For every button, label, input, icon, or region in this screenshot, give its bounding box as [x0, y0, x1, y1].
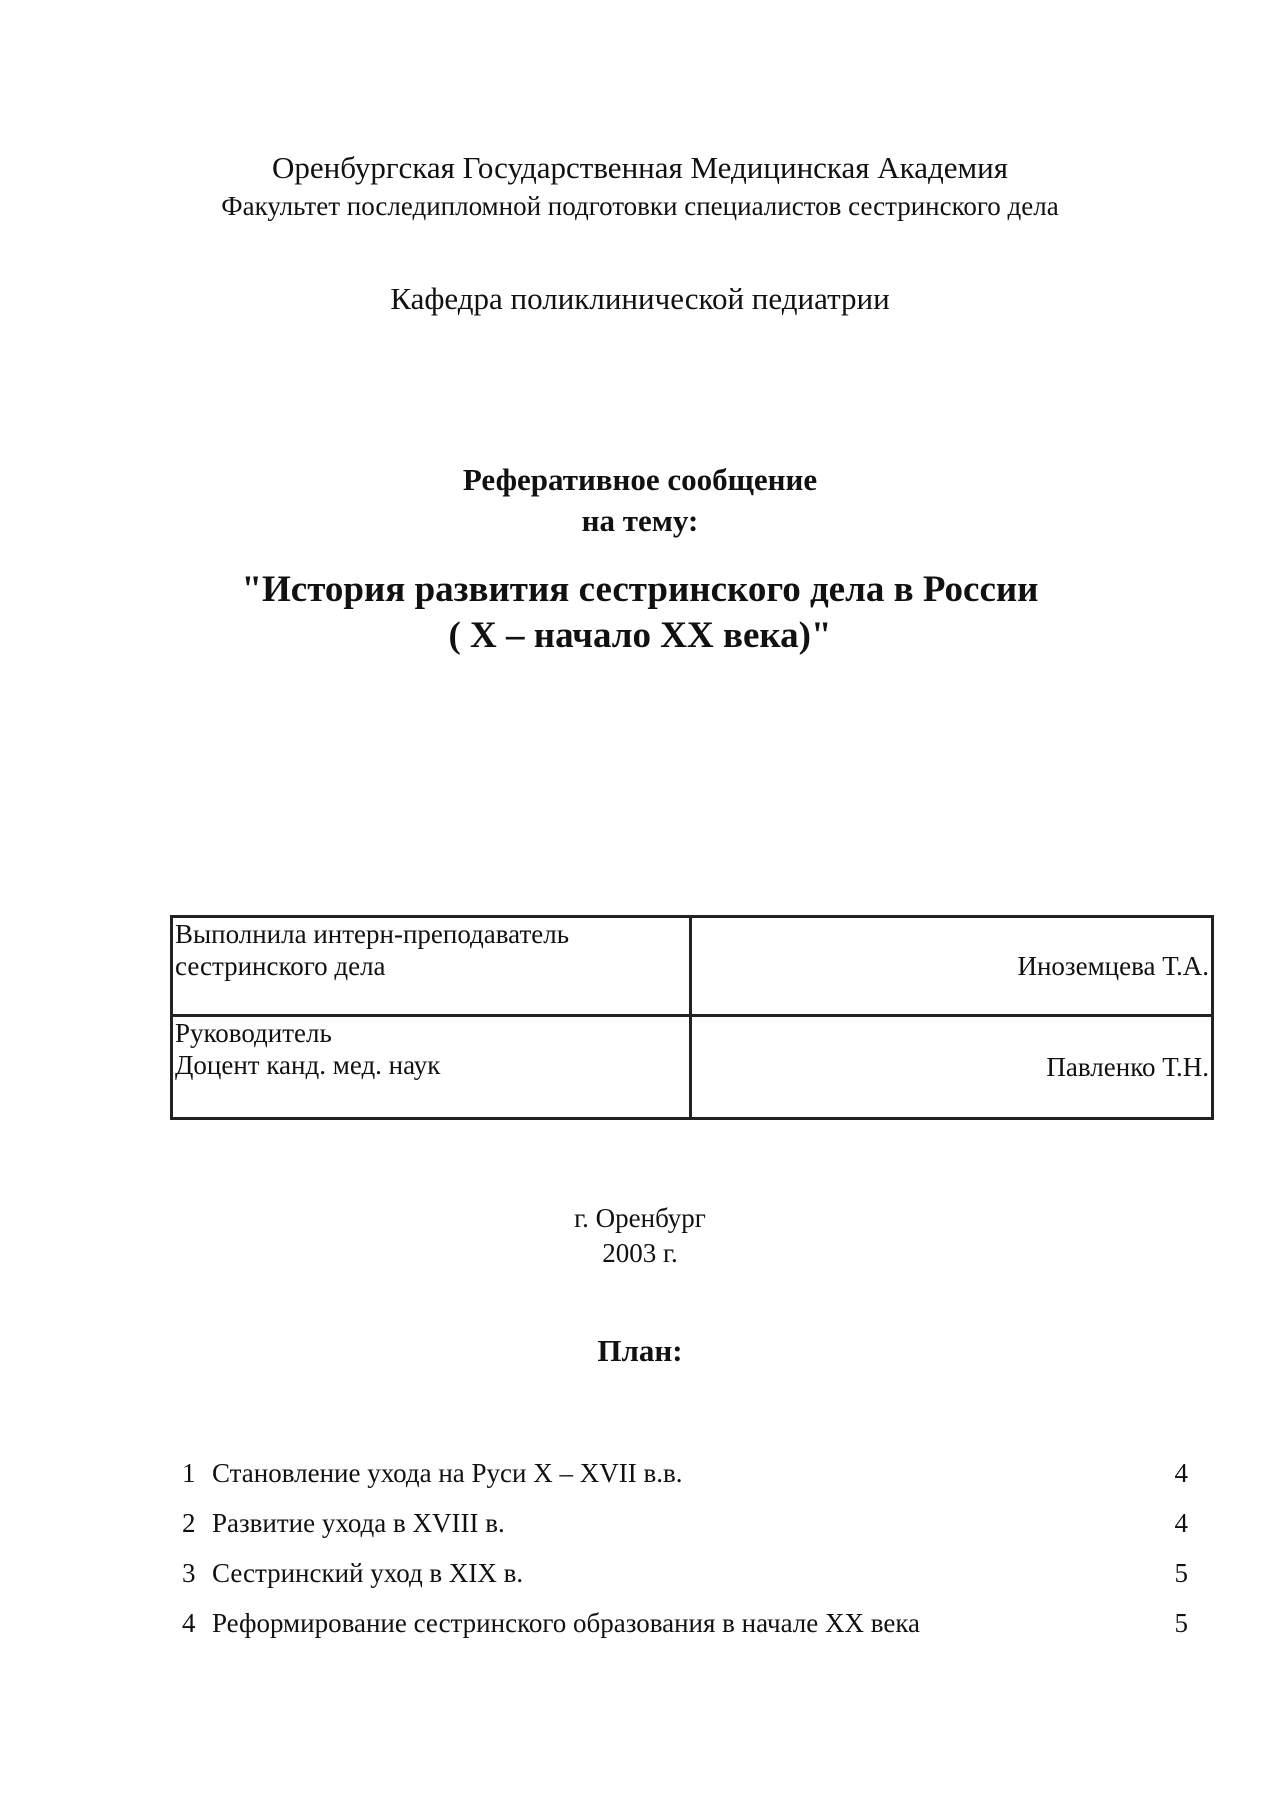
plan-item-text: Становление ухода на Руси X – XVII в.в. — [212, 1458, 683, 1488]
plan-item-number: 1 — [182, 1458, 196, 1488]
signer-row — [172, 1016, 1213, 1119]
plan-item — [178, 1505, 1202, 1555]
plan-list — [178, 1455, 1202, 1655]
plan-item — [178, 1555, 1202, 1605]
report-label: Реферативное сообщение — [462, 462, 818, 497]
plan-item — [178, 1455, 1202, 1505]
signers-table — [170, 915, 1214, 1120]
plan-item-page: 5 — [1174, 1608, 1188, 1638]
year: 2003 г. — [602, 1238, 678, 1268]
plan-item-number: 2 — [182, 1508, 196, 1538]
department-name: Кафедра поликлинической педиатрии — [390, 281, 890, 316]
signer-role-cell — [172, 1016, 691, 1119]
academy-name: Оренбургская Государственная Медицинская Академия — [271, 150, 1009, 185]
faculty-name: Факультет последипломной подготовки специалистов сестринского дела — [221, 191, 1059, 221]
signer-name: Павленко Т.Н. — [1046, 1052, 1209, 1082]
plan-item — [178, 1605, 1202, 1655]
report-label-subject: на тему: — [581, 503, 699, 538]
signer-name: Иноземцева Т.А. — [1017, 951, 1209, 981]
plan-title: План: — [597, 1333, 683, 1368]
report-topic-line-2: ( X – начало XX века)" — [448, 615, 832, 656]
city: г. Оренбург — [574, 1203, 706, 1233]
signer-role-line: Руководитель — [175, 1018, 332, 1048]
signer-role-line: Доцент канд. мед. наук — [175, 1050, 441, 1080]
signer-role-cell — [172, 917, 691, 1016]
plan-item-text: Реформирование сестринского образования в начале XX века — [212, 1608, 921, 1638]
plan-item-number: 3 — [182, 1558, 196, 1588]
signer-role-line: сестринского дела — [175, 951, 386, 981]
plan-item-number: 4 — [182, 1608, 196, 1638]
signer-name-cell — [691, 917, 1213, 1016]
signer-row — [172, 917, 1213, 1016]
plan-item-page: 5 — [1174, 1558, 1188, 1588]
plan-item-page: 4 — [1174, 1508, 1188, 1538]
report-topic-line-1: "История развития сестринского дела в России — [241, 569, 1039, 610]
plan-item-text: Развитие ухода в XVIII в. — [212, 1508, 505, 1538]
plan-item-text: Сестринский уход в XIX в. — [212, 1558, 524, 1588]
signer-name-cell — [691, 1016, 1213, 1119]
plan-item-page: 4 — [1174, 1458, 1188, 1488]
signer-role-line: Выполнила интерн-преподаватель — [175, 919, 570, 949]
